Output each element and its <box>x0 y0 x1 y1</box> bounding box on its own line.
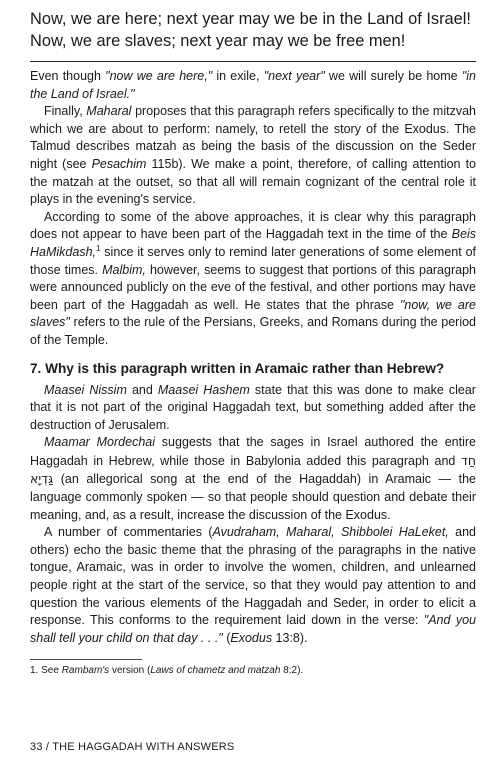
paragraph-3 <box>30 209 476 350</box>
text-run: we will surely be home <box>324 69 462 83</box>
text-run: "now we are here," <box>105 69 213 83</box>
text-run: "now, we are slaves" <box>30 297 476 330</box>
text-run: and others) echo the basic theme that the phrasing of the paragraphs in the native tongue, Aramaic, was in order to involve the women, children, and unlearned people right at the start of the service, so that they would pay attention to and question the various elements of the Haggadah and Seder, in order to elicit a response. This conforms to the requirement laid down in the verse: <box>30 525 476 628</box>
heading-divider <box>30 61 476 62</box>
heading-line-2: Now, we are slaves; next year may we be free men! <box>30 32 406 50</box>
text-run: state that this was done to make clear that it is not part of the original Haggadah text, but something added after the destruction of Jerusalem. <box>30 382 476 432</box>
paragraph-5 <box>30 434 476 524</box>
text-run: According to some of the above approaches, it is clear why this paragraph does not appear to have been part of the Haggadah text in the time of the <box>30 209 476 242</box>
text-run: and <box>126 382 158 397</box>
heading-line-1: Now, we are here; next year may we be in the Land of Israel! <box>30 10 471 28</box>
text-run: "And you shall tell your child on that day . . ." <box>30 613 476 645</box>
text-run: Maasei Nissim <box>44 382 127 397</box>
text-run: however, seems to suggest that portions of this paragraph were announced publicly on the eve of the festival, and other portions may have been part of the Haggadah as well. He states that the phrase <box>30 262 476 312</box>
text-run: 115b). We make a point, therefore, of calling attention to the matzah at the outset, so that all will remain cognizant of the central role it plays in the evening's service. <box>30 156 476 207</box>
text-run: refers to the rule of the Persians, Greeks, and Romans during the period of the Temple. <box>30 315 476 347</box>
text-run: Rambam's <box>61 665 110 677</box>
footnote <box>30 664 476 677</box>
text-run: Avudraham, Maharal, Shibbolei HaLeket, <box>212 525 449 540</box>
text-run: ( <box>222 630 231 645</box>
question-heading: 7. Why is this paragraph written in Aramaic rather than Hebrew? <box>30 360 445 376</box>
text-run: Finally, <box>44 104 87 119</box>
paragraph-6 <box>30 524 476 647</box>
text-run: "in the Land of Israel." <box>30 69 476 101</box>
hebrew-text: חַד גַּדְיָא <box>30 452 476 487</box>
text-run: (an allegorical song at the end of the Hagaddah) in Aramaic — the language commonly spoken — so that people should question and debate their meaning, and, as a result, increase the discussion of the Exodus. <box>30 472 476 522</box>
text-run: 1. See <box>30 665 62 677</box>
paragraph-2 <box>30 103 476 209</box>
text-run: Malbim, <box>102 262 146 277</box>
page-content <box>30 8 476 677</box>
page-heading <box>30 8 476 52</box>
footnote-marker: 1 <box>96 243 101 253</box>
paragraph-4 <box>30 382 476 435</box>
text-run: "next year" <box>263 69 325 83</box>
text-run: Beis HaMikdash, <box>30 227 476 259</box>
text-run: A number of commentaries ( <box>44 525 213 540</box>
text-run: Exodus <box>230 630 273 645</box>
text-run: version ( <box>109 665 151 677</box>
text-run: 8:2). <box>280 665 304 677</box>
text-run: since it serves only to remind later generations of some element of those times. <box>30 244 476 277</box>
text-run: Maamar Mordechai <box>44 435 155 450</box>
text-run: Maasei Hashem <box>157 382 250 397</box>
text-run: Maharal <box>86 104 132 119</box>
text-run: proposes that this paragraph refers specifically to the mitzvah which we are about to perform: namely, to retell the story of the Exodus. The Talmud describes matzah as being the basis of the discussion on the Seder night (see <box>30 104 477 171</box>
paragraph-1 <box>30 68 476 103</box>
text-run: Even though <box>30 69 106 83</box>
text-run: Laws of chametz and matzah <box>150 665 281 677</box>
text-run: suggests that the sages in Israel authored the entire Haggadah in Hebrew, while those in Babylonia added this paragraph and <box>30 435 476 468</box>
text-run: Pesachim <box>91 156 147 171</box>
page-footer: 33 / THE HAGGADAH WITH ANSWERS <box>30 741 235 753</box>
text-run: 13:8). <box>272 630 308 645</box>
text-run: in exile, <box>212 69 264 83</box>
footnote-divider <box>30 659 142 660</box>
